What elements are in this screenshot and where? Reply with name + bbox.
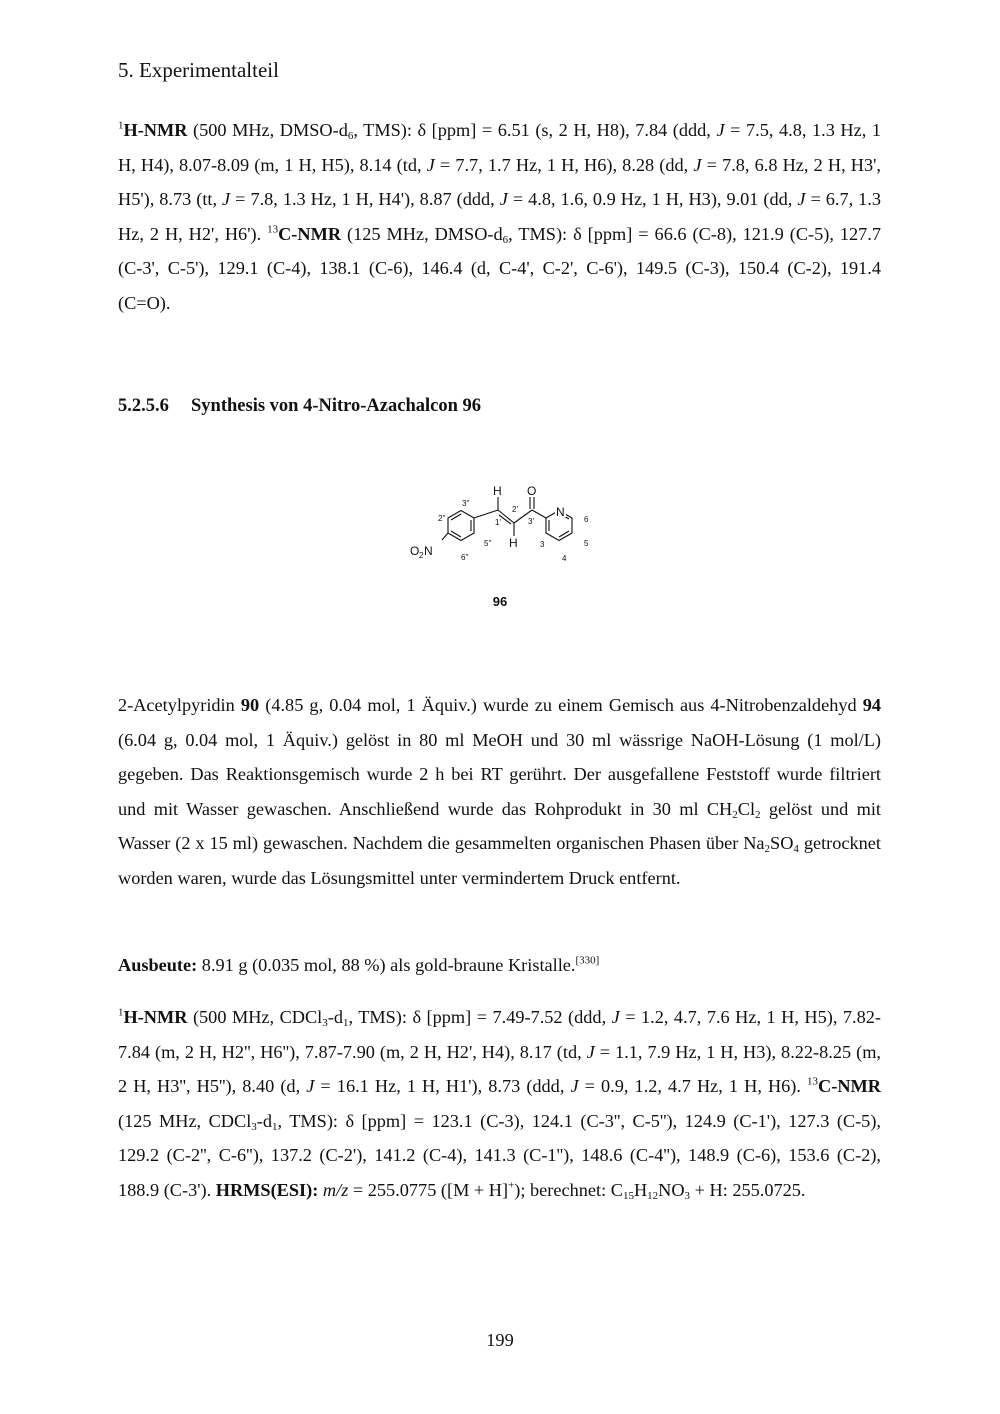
yield-paragraph: Ausbeute: 8.91 g (0.035 mol, 88 %) als gold-braune Kristalle.[330] bbox=[118, 954, 600, 975]
locant: 3'' bbox=[462, 499, 470, 508]
nmr-prev-paragraph: $^1$H-NMR (500 MHz, DMSO-$d_6$, TMS): δ [ppm] = 6.51 (s, 2 H, H8), 7.84 (ddd, J = 7.5, 4.8, 1.3 Hz, 1 H, H4), 8.07-8.09 (m, 1 H, H5), 8.14 (td, J = 7.7, 1.7 Hz, 1 H, H6), 8.28 (dd, J = 7.8, 6.8 Hz, 2 H, H3', H5'), 8.73 (tt, J = 7.8, 1.3 Hz, 1 H, H4'), 8.87 (ddd, J = 4.8, 1.6, 0.9 Hz, 1 H, H3), 9.01 (dd, J = 6.7, 1.3 Hz, 2 H, H2', H6'). $^{13}$C-NMR (125 MHz, DMSO-$d_6$, TMS): δ [ppm] = 66.6 (C-8), 121.9 (C-5), 127.7 (C-3', C-5'), 129.1 (C-4), 138.1 (C-6), 146.4 (d, C-4', C-2', C-6'), 149.5 (C-3), 150.4 (C-2), 191.4 (C=O). bbox=[118, 119, 882, 313]
locant: 1' bbox=[495, 518, 501, 527]
locant: 5 bbox=[584, 539, 589, 548]
nitro-bond bbox=[442, 533, 448, 540]
nitro-o: O bbox=[410, 544, 420, 558]
locant: 6 bbox=[584, 515, 589, 524]
atom-h-bottom: H bbox=[509, 536, 518, 550]
nitro-sub: 2 bbox=[419, 551, 424, 560]
running-header: 5. Experimentalteil bbox=[118, 58, 279, 82]
procedure-paragraph: 2-Acetylpyridin 90 (4.85 g, 0.04 mol, 1 Äquiv.) wurde zu einem Gemisch aus 4-Nitrobenzaldehyd 94 (6.04 g, 0.04 mol, 1 Äquiv.) gelöst in 80 ml MeOH und 30 ml wässrige NaOH-Lösung (1 mol/L) gegeben. Das Reaktionsgemisch wurde 2 h bei RT gerührt. Der ausgefallene Feststoff wurde filtriert und mit Wasser gewaschen. Anschließend wurde das Rohprodukt in 30 ml $CH_2Cl_2$ gelöst und mit Wasser (2 x 15 ml) gewaschen. Nachdem die gesammelten organischen Phasen über $Na_2SO_4$ getrocknet worden waren, wurde das Lösungsmittel unter vermindertem Druck entfernt. bbox=[118, 695, 881, 888]
section-number: 5.2.5.6 bbox=[118, 396, 169, 416]
nitro-n: N bbox=[424, 544, 433, 558]
structure-96 bbox=[398, 478, 608, 573]
atom-o: O bbox=[527, 484, 537, 498]
locant: 4 bbox=[562, 554, 567, 563]
locant: 3 bbox=[540, 540, 545, 549]
compound-number: 96 bbox=[492, 594, 508, 609]
atom-n: N bbox=[556, 505, 565, 519]
page-number: 199 bbox=[486, 1330, 514, 1350]
locant: 3' bbox=[528, 517, 534, 526]
chain-bond bbox=[532, 510, 546, 518]
locant: 2'' bbox=[438, 514, 446, 523]
chain-bond bbox=[474, 510, 498, 518]
locant: 6'' bbox=[461, 553, 469, 562]
nmr-paragraph: $^1$H-NMR (500 MHz, $CDCl_3-d_1$, TMS): δ [ppm] = 7.49-7.52 (ddd, J = 1.2, 4.7, 7.6 Hz, 1 H, H5), 7.82-7.84 (m, 2 H, H2'', H6''), 7.87-7.90 (m, 2 H, H2', H4), 8.17 (td, J = 1.1, 7.9 Hz, 1 H, H3), 8.22-8.25 (m, 2 H, H3'', H5''), 8.40 (d, J = 16.1 Hz, 1 H, H1'), 8.73 (ddd, J = 0.9, 1.2, 4.7 Hz, 1 H, H6). $^{13}$C-NMR (125 MHz, $CDCl_3-d_1$, TMS): δ [ppm] = 123.1 (C-3), 124.1 (C-3'', C-5''), 124.9 (C-1'), 127.3 (C-5), 129.2 (C-2'', C-6''), 137.2 (C-2'), 141.2 (C-4), 141.3 (C-1''), 148.6 (C-4''), 148.9 (C-6), 153.6 (C-2), 188.9 (C-3'). HRMS(ESI): m/z = 255.0775 ([M + H]+); berechnet: $C_{15}H_{12}NO_3 + H$: 255.0725. bbox=[118, 1006, 881, 1202]
section-title: Synthesis von 4-Nitro-Azachalcon 96 bbox=[191, 396, 482, 416]
phenyl-ring bbox=[448, 511, 474, 541]
locant: 2' bbox=[512, 505, 518, 514]
atom-h-top: H bbox=[493, 484, 502, 498]
locant: 5'' bbox=[484, 539, 492, 548]
section-heading bbox=[118, 396, 481, 417]
